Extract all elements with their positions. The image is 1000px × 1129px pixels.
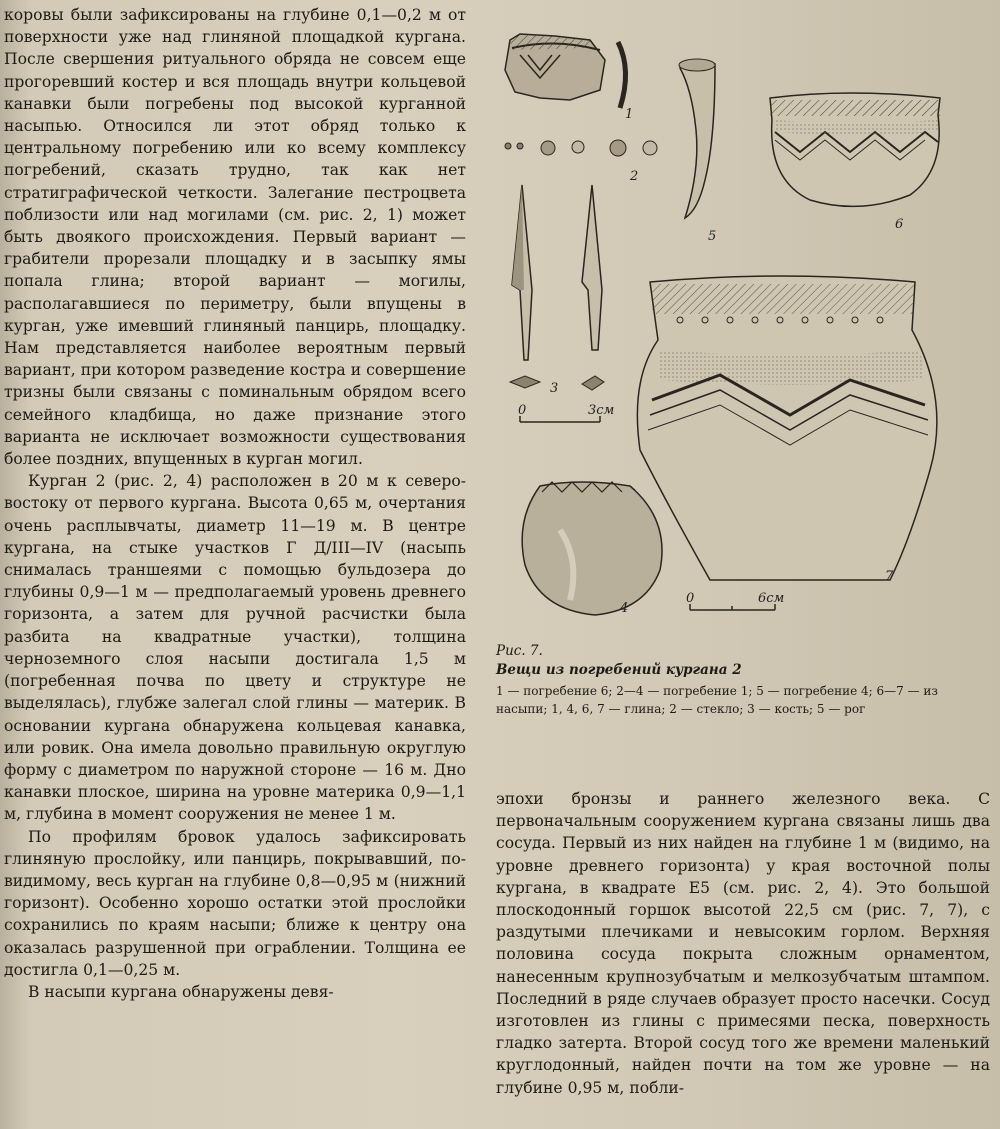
figure-label-7: 7 bbox=[885, 569, 894, 584]
figure-label-3: 3 bbox=[550, 381, 559, 396]
figure-label-5: 5 bbox=[708, 229, 717, 244]
figure-label-1: 1 bbox=[625, 107, 634, 122]
artifact-1-profile bbox=[618, 42, 626, 108]
scale-bar-large bbox=[686, 591, 784, 610]
paragraph: По профилям бровок удалось зафиксировать глиняную прослойку, или панцирь, покрывавший, по-видимому, весь курган на глубине 0,8—0,95 м (нижний горизонт). Особенно хорошо остатки этой прослойки сохранились по краям насыпи; ближе к центру она оказалась разрушенной при ограблении. Толщина ее достигла 0,1—0,25 м. bbox=[4, 827, 466, 979]
paragraph: эпохи бронзы и раннего железного века. С первоначальным сооружением кургана связаны лишь два сосуда. Первый из них найден на глубине 1 м (видимо, на уровне древнего горизонта) у края восточной полы кургана, в квадрате Е5 (см. рис. 2, 4). Это большой плоскодонный горшок высотой 22,5 см (рис. 7, 7), с раздутыми плечиками и невысоким горлом. Верхняя половина сосуда покрыта сложным орнаментом, нанесенным крупнозубчатым и мелкозубчатым штампом. Последний в ряде случаев образует просто насечки. Сосуд изготовлен из глины с примесями песка, поверхность гладко затерта. Второй сосуд того же времени маленький круглодонный, найден почти на том же уровне — на глубине 0,95 м, побли- bbox=[496, 790, 990, 1097]
scale-bar-small bbox=[518, 403, 614, 422]
left-text-column bbox=[4, 4, 466, 1003]
scale-large-end: 6см bbox=[758, 591, 785, 606]
right-text-column bbox=[496, 788, 990, 1099]
artifact-5-horn bbox=[679, 59, 715, 218]
scale-small-zero: 0 bbox=[518, 403, 527, 418]
figure-label-4: 4 bbox=[620, 601, 629, 616]
artifact-7-pot bbox=[637, 276, 937, 580]
artifact-4-vessel bbox=[522, 482, 662, 615]
artifact-3-arrowheads bbox=[510, 185, 604, 390]
paragraph: коровы были зафиксированы на глубине 0,1—0,2 м от поверхности уже над глиняной площадкой кургана. После свершения ритуального обряда не совсем еще прогоревший костер и вся площадь внутри кольцевой канавки были погребены под высокой курганной насыпью. Относился ли этот обряд только к центральному погребению или ко всему комплексу погребений, сказать трудно, так как нет стратиграфической четкости. Залегание пестроцвета поблизости или над могилами (см. рис. 2, 1) может быть двоякого происхождения. Первый вариант — грабители прорезали площадку и в засыпку ямы попала глина; второй вариант — могилы, располагавшиеся по периметру, были впущены в курган, уже имевший глиняный панцирь, площадку. Нам представляется наиболее вероятным первый вариант, при котором разведение костра и совершение тризны были связаны с поминальным обрядом всего семейного кладбища, но даже признание этого варианта не исключает возможности существования более поздних, впущенных в курган могил. bbox=[4, 6, 466, 469]
caption-legend: 1 — погребение 6; 2—4 — погребение 1; 5 — погребение 4; 6—7 — из насыпи; 1, 4, 6, 7 — глина; 2 — стекло; 3 — кость; 5 — рог bbox=[496, 684, 938, 716]
caption-subtitle: Вещи из погребений кургана 2 bbox=[496, 662, 742, 678]
figure-label-6: 6 bbox=[895, 217, 904, 232]
caption-title: Рис. 7. bbox=[496, 643, 543, 659]
artifact-6-bowl bbox=[770, 93, 940, 206]
figure-artifacts bbox=[500, 20, 990, 640]
scale-small-end: 3см bbox=[588, 403, 615, 418]
scale-large-zero: 0 bbox=[686, 591, 695, 606]
figure-label-2: 2 bbox=[630, 169, 639, 184]
paragraph: Курган 2 (рис. 2, 4) расположен в 20 м к северо-востоку от первого кургана. Высота 0,65 м, очертания очень расплывчаты, диаметр 11—19 м. В центре кургана, на стыке участков Г Д/III—IV (насыпь снималась траншеями с помощью бульдозера до глубины 0,9—1 м — предполагаемый уровень древнего горизонта, а затем для ручной расчистки была разбита на квадратные участки), толщина черноземного слоя насыпи достигала 1,5 м (погребенная почва по цвету и структуре не выделялась), глубже залегал слой глины — материк. В основании кургана обнаружена кольцевая канавка, или ровик. Она имела довольно правильную округлую форму с диаметром по наружной стороне — 16 м. Дно канавки плоское, ширина на уровне материка 0,9—1,1 м, глубина в момент сооружения не менее 1 м. bbox=[4, 472, 466, 824]
figure-caption bbox=[496, 642, 990, 718]
artifact-1-sherd bbox=[505, 34, 605, 100]
artifact-2-beads bbox=[505, 140, 657, 156]
artifacts-drawing bbox=[500, 20, 990, 640]
paragraph: В насыпи кургана обнаружены девя- bbox=[28, 982, 334, 1001]
